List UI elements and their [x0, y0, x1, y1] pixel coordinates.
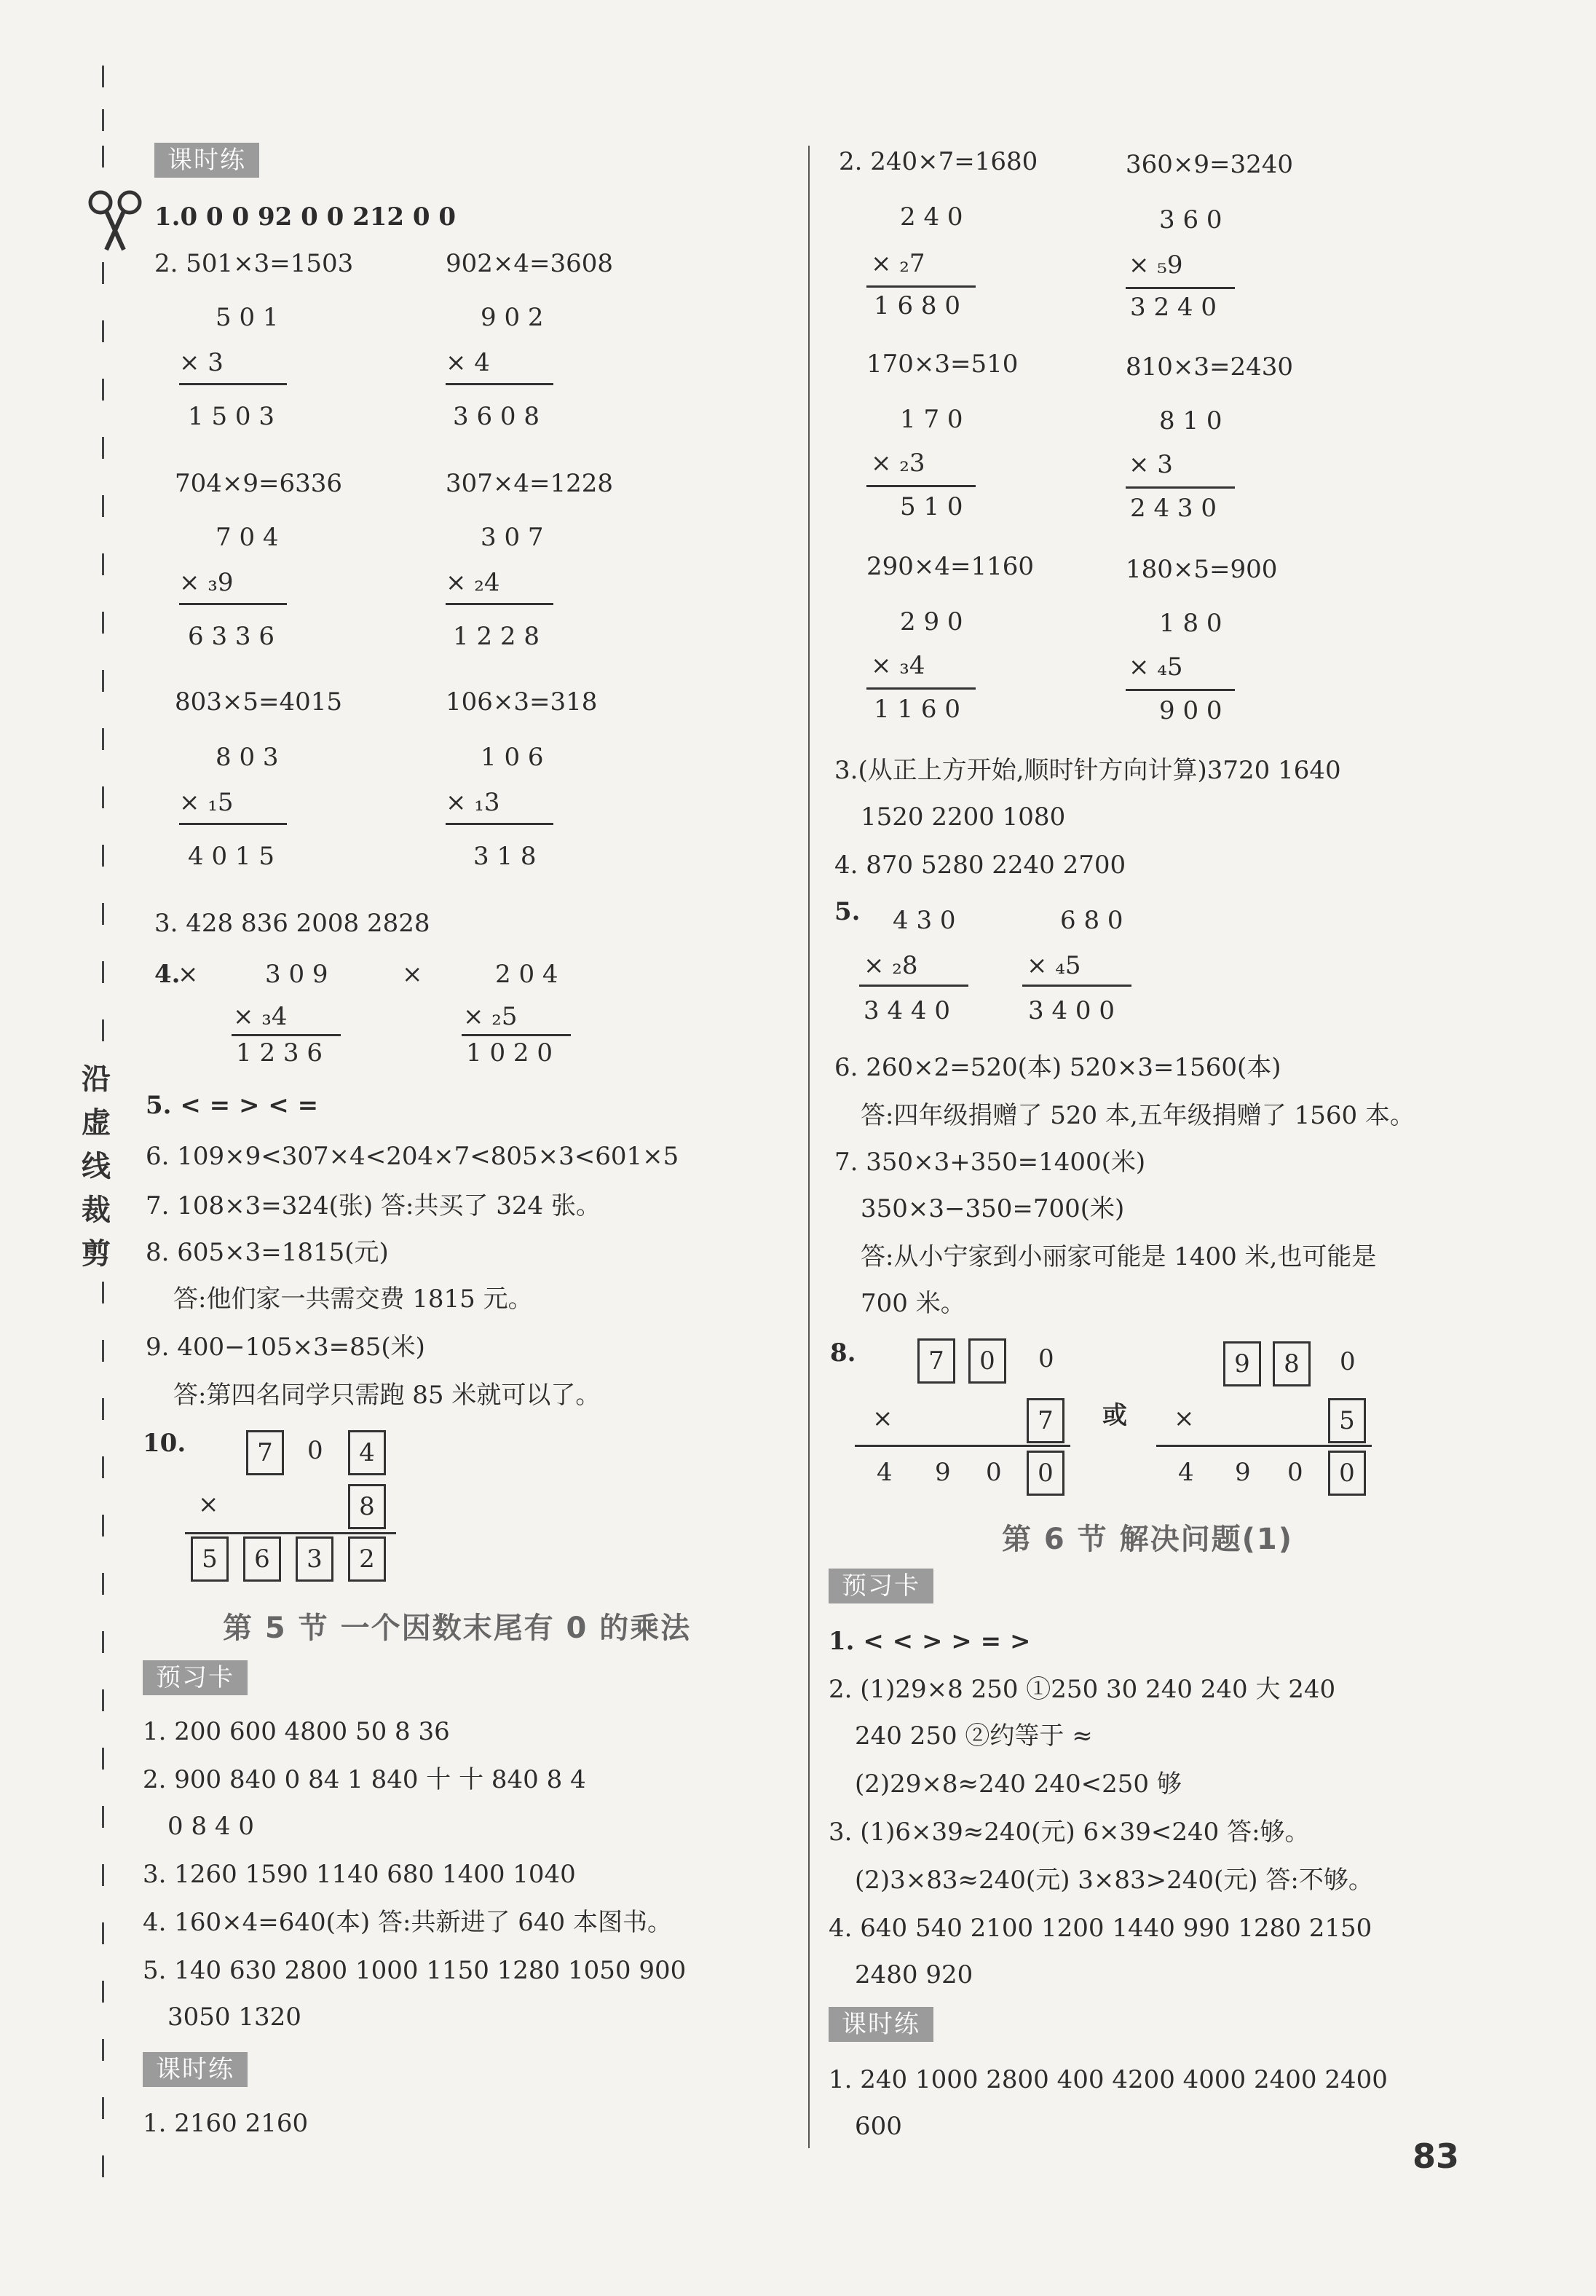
right-p2b: 240 250 ②约等于 ≈ — [855, 1721, 1093, 1751]
right-q7a: 7. 350×3+350=1400(米) — [834, 1148, 1146, 1177]
right-q2-eq2: 360×9=3240 — [1126, 150, 1294, 179]
right-q8-num: 8. — [830, 1338, 856, 1368]
tag-kesilian: 课时练 — [154, 143, 259, 178]
right-q2-eq4: 810×3=2430 — [1126, 352, 1294, 382]
right-k1b: 600 — [855, 2112, 902, 2141]
left-p3: 3. 1260 1590 1140 680 1400 1040 — [143, 1860, 576, 1889]
left-q5: 5. < = > < = — [146, 1091, 319, 1120]
section-5-title: 第 5 节 一个因数末尾有 0 的乘法 — [223, 1611, 692, 1645]
vert-res: 1 0 2 0 — [466, 1038, 553, 1068]
mul-sign: × — [872, 1404, 893, 1433]
left-p5b: 3050 1320 — [167, 2003, 301, 2032]
left-p1: 1. 200 600 4800 50 8 36 — [143, 1717, 450, 1746]
right-q4: 4. 870 5280 2240 2700 — [834, 851, 1126, 880]
vert-mul: × ₃4 — [871, 651, 925, 680]
left-k1: 1. 2160 2160 — [143, 2109, 309, 2138]
vert-res: 3 6 0 8 — [453, 402, 540, 431]
vert-top: 5 0 1 — [216, 303, 279, 332]
digit: 4 — [1178, 1458, 1194, 1487]
cut-label-5: 剪 — [82, 1237, 111, 1271]
vert-top: 2 4 0 — [900, 202, 963, 232]
left-q9b: 答:第四名同学只需跑 85 米就可以了。 — [173, 1381, 601, 1410]
left-q2-eq5: 803×5=4015 — [175, 687, 343, 717]
right-p4a: 4. 640 540 2100 1200 1440 990 1280 2150 — [829, 1914, 1372, 1943]
mul-sign: × — [1174, 1404, 1195, 1433]
vert-mul: × ₄5 — [1129, 652, 1183, 682]
right-q7d: 700 米。 — [861, 1289, 965, 1318]
vert-mul: × ₁5 — [179, 788, 234, 817]
left-q2-eq6: 106×3=318 — [446, 687, 598, 717]
digit-box: 2 — [348, 1536, 386, 1582]
vert-top: 3 0 9 — [265, 960, 328, 989]
digit-box: 0 — [1027, 1451, 1064, 1496]
vert-top: 6 8 0 — [1060, 906, 1123, 935]
vert-top: 7 0 4 — [216, 523, 279, 552]
left-q2-eq1: 2. 501×3=1503 — [154, 249, 354, 278]
vert-mul: × ₄5 — [1027, 951, 1081, 980]
vert-res: 9 0 0 — [1159, 696, 1222, 725]
left-q10-num: 10. — [143, 1429, 186, 1458]
tag-yuxi: 预习卡 — [143, 1660, 248, 1695]
digit-box: 0 — [1328, 1451, 1366, 1496]
left-q4-x1: × — [178, 960, 199, 989]
right-q7c: 答:从小宁家到小丽家可能是 1400 米,也可能是 — [861, 1242, 1377, 1271]
vert-res: 3 2 4 0 — [1130, 293, 1217, 322]
digit-box: 4 — [348, 1430, 386, 1475]
digit-box: 9 — [1223, 1341, 1261, 1386]
vert-res: 1 1 6 0 — [874, 695, 960, 724]
scissors-icon — [86, 188, 144, 253]
digit-box: 5 — [191, 1536, 229, 1582]
left-q9a: 9. 400−105×3=85(米) — [146, 1333, 425, 1362]
vert-mul: × 3 — [179, 348, 224, 377]
digit-box: 8 — [348, 1484, 386, 1529]
vert-res: 3 4 0 0 — [1028, 996, 1115, 1025]
left-p4: 4. 160×4=640(本) 答:共新进了 640 本图书。 — [143, 1908, 672, 1937]
digit-box: 5 — [1328, 1398, 1366, 1443]
left-q1: 1.0 0 0 92 0 0 212 0 0 — [154, 202, 457, 232]
vert-mul: × ₂8 — [864, 951, 918, 980]
section-6-title: 第 6 节 解决问题(1) — [1002, 1523, 1294, 1556]
vert-res: 5 1 0 — [900, 492, 963, 521]
digit: 0 — [1038, 1344, 1054, 1373]
vert-mul: × ₃9 — [179, 568, 234, 597]
tag-yuxi-right: 预习卡 — [829, 1569, 933, 1603]
vert-res: 1 6 8 0 — [874, 291, 960, 320]
vert-top: 2 9 0 — [900, 607, 963, 636]
left-q7: 7. 108×3=324(张) 答:共买了 324 张。 — [146, 1191, 601, 1220]
vert-top: 1 7 0 — [900, 405, 963, 434]
right-p2a: 2. (1)29×8 250 ①250 30 240 240 大 240 — [829, 1675, 1336, 1704]
digit-box: 3 — [296, 1536, 333, 1582]
vert-res: 1 2 3 6 — [236, 1038, 323, 1068]
left-p5a: 5. 140 630 2800 1000 1150 1280 1050 900 — [143, 1956, 687, 1985]
right-q7b: 350×3−350=700(米) — [861, 1194, 1125, 1223]
digit-box: 7 — [917, 1338, 955, 1384]
vert-mul: × ₃4 — [233, 1002, 288, 1031]
left-q3: 3. 428 836 2008 2828 — [154, 909, 430, 938]
digit: 0 — [307, 1436, 323, 1465]
vert-res: 4 0 1 5 — [188, 842, 274, 871]
right-q2-eq5: 290×4=1160 — [866, 552, 1035, 581]
vert-res: 3 1 8 — [473, 842, 537, 871]
left-p2b: 0 8 4 0 — [167, 1812, 254, 1841]
right-q6b: 答:四年级捐赠了 520 本,五年级捐赠了 1560 本。 — [861, 1101, 1415, 1130]
cut-label-3: 线 — [82, 1150, 111, 1183]
right-k1a: 1. 240 1000 2800 400 4200 4000 2400 2400 — [829, 2065, 1388, 2094]
right-q6a: 6. 260×2=520(本) 520×3=1560(本) — [834, 1053, 1281, 1082]
vert-mul: × ₂3 — [871, 449, 925, 478]
vert-res: 2 4 3 0 — [1130, 494, 1217, 523]
digit-box: 6 — [243, 1536, 281, 1582]
vert-mul: × ₂4 — [446, 568, 500, 597]
left-q2-eq4: 307×4=1228 — [446, 469, 614, 498]
page-number: 83 — [1413, 2137, 1460, 2176]
vert-mul: × ₁3 — [446, 788, 500, 817]
right-p2c: (2)29×8≈240 240<250 够 — [855, 1770, 1182, 1799]
right-p3a: 3. (1)6×39≈240(元) 6×39<240 答:够。 — [829, 1818, 1310, 1847]
right-q3a: 3.(从正上方开始,顺时针方向计算)3720 1640 — [834, 756, 1341, 785]
cut-label-1: 沿 — [82, 1062, 111, 1096]
left-q4-num: 4. — [154, 960, 181, 989]
left-q8b: 答:他们家一共需交费 1815 元。 — [173, 1285, 533, 1314]
vert-res: 1 2 2 8 — [453, 622, 540, 651]
digit: 0 — [1340, 1347, 1356, 1376]
vert-mul: × ₅9 — [1129, 250, 1183, 280]
right-q3b: 1520 2200 1080 — [861, 802, 1066, 832]
digit-box: 8 — [1273, 1341, 1311, 1386]
vert-top: 3 6 0 — [1159, 205, 1222, 234]
digit: 0 — [986, 1458, 1002, 1487]
vert-top: 1 8 0 — [1159, 609, 1222, 638]
digit: 9 — [1235, 1458, 1251, 1487]
vert-mul: × 3 — [1129, 450, 1173, 479]
digit-box: 7 — [1027, 1398, 1064, 1443]
cut-label-4: 裁 — [82, 1194, 111, 1227]
left-q6: 6. 109×9<307×4<204×7<805×3<601×5 — [146, 1142, 679, 1171]
vert-mul: × ₂5 — [463, 1002, 518, 1031]
right-p1: 1. < < > > = > — [829, 1627, 1031, 1656]
left-q8a: 8. 605×3=1815(元) — [146, 1238, 389, 1267]
digit: 9 — [935, 1458, 951, 1487]
digit-box: 0 — [968, 1338, 1006, 1384]
vert-res: 1 5 0 3 — [188, 402, 274, 431]
tag-kesilian-right: 课时练 — [829, 2007, 933, 2042]
right-p4b: 2480 920 — [855, 1960, 973, 1989]
vert-res: 3 4 4 0 — [864, 996, 950, 1025]
right-q2-eq6: 180×5=900 — [1126, 555, 1278, 584]
left-q2-eq3: 704×9=6336 — [175, 469, 343, 498]
cut-label-2: 虚 — [82, 1106, 111, 1140]
vert-top: 8 0 3 — [216, 743, 279, 772]
vert-top: 4 3 0 — [893, 906, 956, 935]
left-q2-eq2: 902×4=3608 — [446, 249, 614, 278]
vert-top: 8 1 0 — [1159, 406, 1222, 435]
or-label: 或 — [1102, 1401, 1127, 1430]
vert-top: 3 0 7 — [481, 523, 544, 552]
vert-top: 9 0 2 — [481, 303, 544, 332]
right-p3b: (2)3×83≈240(元) 3×83>240(元) 答:不够。 — [855, 1866, 1373, 1895]
vert-top: 2 0 4 — [495, 960, 558, 989]
tag-kesilian-2: 课时练 — [143, 2052, 248, 2087]
column-divider — [808, 146, 810, 2148]
digit: 4 — [877, 1458, 893, 1487]
vert-res: 6 3 3 6 — [188, 622, 274, 651]
vert-top: 1 0 6 — [481, 743, 544, 772]
right-q2-eq3: 170×3=510 — [866, 350, 1019, 379]
digit-box: 7 — [246, 1430, 284, 1475]
left-p2a: 2. 900 840 0 84 1 840 十 十 840 8 4 — [143, 1765, 586, 1794]
right-q2-eq1: 2. 240×7=1680 — [839, 147, 1038, 176]
vert-mul: × ₂7 — [871, 249, 925, 278]
left-q4-x2: × — [402, 960, 423, 989]
vert-mul: × 4 — [446, 348, 490, 377]
digit: 0 — [1287, 1458, 1303, 1487]
mul-sign: × — [198, 1490, 219, 1519]
right-q5-num: 5. — [834, 897, 861, 926]
